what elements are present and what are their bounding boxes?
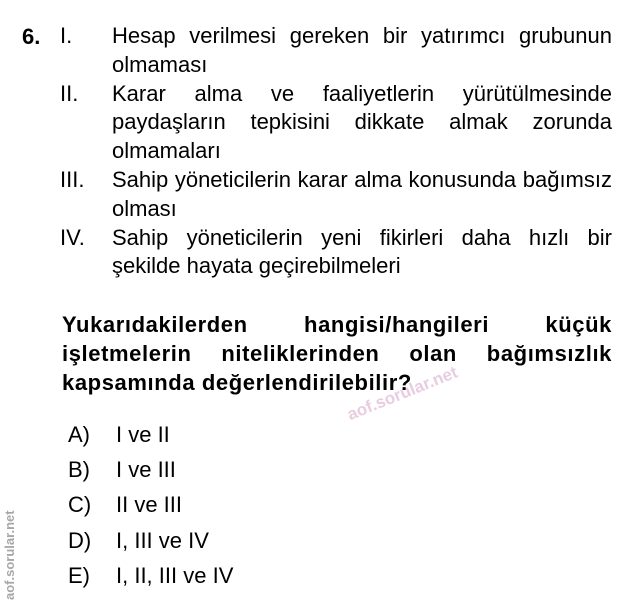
- statement-item: [60, 22, 612, 80]
- statement-item: [60, 224, 612, 282]
- option-text: I, III ve IV: [116, 527, 209, 553]
- option-c[interactable]: [68, 490, 233, 525]
- option-letter: E): [68, 562, 90, 588]
- statement-numeral: II.: [60, 80, 79, 106]
- statement-numeral: I.: [60, 23, 73, 48]
- question-stem: Yukarıdakilerden hangisi/hangileri küçük işletmelerin niteliklerinden olan bağımsızlık kapsamında değerlendirilebilir?: [62, 312, 612, 395]
- statement-item: [60, 80, 612, 166]
- statement-numeral: III.: [60, 166, 85, 192]
- option-letter: A): [68, 422, 90, 447]
- option-letter: B): [68, 457, 90, 483]
- statement-item: [60, 166, 612, 224]
- watermark-side: aof.sorular.net: [2, 510, 17, 600]
- option-d[interactable]: [68, 526, 233, 561]
- option-text: I ve II: [116, 422, 170, 447]
- option-e[interactable]: [68, 561, 233, 596]
- option-text: II ve III: [116, 492, 183, 518]
- watermark-center: aof.sorular.net: [344, 362, 461, 425]
- option-letter: D): [68, 527, 92, 553]
- answer-options: [68, 420, 233, 596]
- option-text: I ve III: [116, 457, 176, 483]
- option-letter: C): [68, 492, 92, 518]
- option-text: I, II, III ve IV: [116, 562, 234, 588]
- statement-list: [60, 22, 612, 281]
- option-a[interactable]: [68, 420, 233, 455]
- statement-text: Karar alma ve faaliyetlerin yürütülmesinde paydaşların tepkisini dikkate almak zorunda olmamaları: [112, 80, 612, 164]
- statement-text: Hesap verilmesi gereken bir yatırımcı grubunun olmaması: [112, 23, 612, 77]
- statement-numeral: IV.: [60, 224, 85, 250]
- statement-text: Sahip yöneticilerin yeni fikirleri daha hızlı bir şekilde hayata geçirebilmeleri: [112, 224, 612, 279]
- option-b[interactable]: [68, 455, 233, 490]
- statement-text: Sahip yöneticilerin karar alma konusunda bağımsız olması: [112, 166, 612, 221]
- question-number: 6.: [22, 24, 41, 49]
